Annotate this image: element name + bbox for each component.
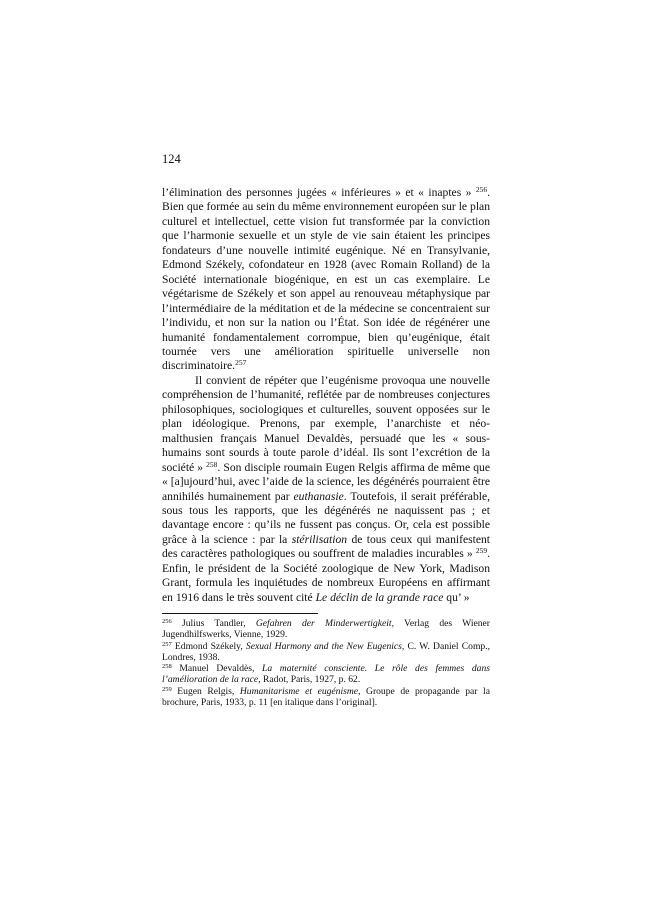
footnote-text: , Verlag des Wiener Jugendhilfswerks, Vienne, 1929. [162, 618, 491, 641]
footnote-text: , Radot, Paris, 1927, p. 62. [258, 674, 361, 686]
footnote-text: Eugen Relgis, [171, 685, 240, 697]
paragraph-text: l’élimination des personnes jugées « inférieures » et « inaptes » [162, 186, 476, 199]
footnotes [162, 618, 490, 708]
paragraph-1 [162, 186, 490, 374]
paragraph-2 [162, 374, 490, 605]
italic-text: Le déclin de la grande race [315, 590, 444, 604]
paragraph-text: qu’ » [443, 590, 470, 604]
italic-text: euthanasie [293, 489, 344, 503]
paragraph-text: . Bien que formée au sein du même environnement européen sur le plan culturel et intellectuel, cette vision fut transformée par la conviction que l’harmonie sexuelle et un style de vie sain étaient les principes fondateurs d’une nouvelle intimité eugénique. Né en Transylvanie, Edmond Székely, cofondateur en 1928 (avec Romain Rolland) de la Société internationale biogénique, en est un cas exemplaire. Le végétarisme de Székely et son appel au renouveau métaphysique par l’intermédiaire de la méditation et de la médecine se concentraient sur l’individu, et non sur la nation ou l’État. Son idée de régénérer une humanité fondamentalement corrompue, bien qu’eugénique, était tournée vers une amélioration spirituelle universelle non discriminatoire. [162, 186, 490, 373]
footnote-ref: 257 [235, 358, 247, 368]
paragraph-text: de tous ceux qui manifestent des caractères pathologiques ou souffrent de maladies incurables » [162, 532, 490, 561]
footnote-ref: 259 [475, 546, 488, 556]
footnote-256 [162, 618, 490, 641]
footnote-number: 256 [162, 618, 172, 625]
footnote-title: Gefahren der Minderwertigkeit [255, 618, 392, 629]
paragraph-text: . Toutefois, il serait préférable, sous tous les rapports, que les dégénérés ne naquissent pas ; et davantage encore : qu’ils ne fussent pas conçus. Or, cela est possible grâce à la science : par la [162, 489, 491, 546]
footnote-ref: 256 [475, 185, 488, 194]
footnote-text: Manuel Devaldès, [171, 663, 263, 675]
footnote-259 [162, 686, 490, 709]
body-text [162, 186, 490, 605]
paragraph-text: Il convient de répéter que l’eugénisme provoqua une nouvelle compréhension de l’humanité, reflétée par de nombreuses conjectures philosophiques, sociologiques et culturelles, souvent opposées sur le plan idéologique. Prenons, par exemple, l’anarchiste et néo-malthusien français Manuel Devaldès, persuadé que les « sous-humains sont sourds à toute parole d’idéal. Ils sont l’excrétion de la société » [162, 373, 490, 474]
footnote-text: Edmond Székely, [171, 640, 246, 652]
footnote-number: 257 [162, 640, 172, 648]
footnote-title: Humanitarisme et eugénisme [239, 685, 359, 697]
footnote-text: , C. W. Daniel Comp., Londres, 1938. [162, 640, 491, 663]
paragraph-text: . Enfin, le président de la Société zoologique de New York, Madison Grant, formula les inquiétudes de nombreux Européens en affirmant en 1916 dans le très souvent cité [162, 547, 490, 604]
page-number: 124 [162, 152, 181, 166]
footnote-title: Sexual Harmony and the New Eugenics [245, 640, 402, 652]
footnote-number: 258 [162, 663, 172, 671]
footnote-text: Julius Tandler, [171, 618, 256, 629]
paragraph-text: . Son disciple roumain Eugen Relgis affirma de même que « [a]ujourd’hui, avec l’aide de la science, les dégénérés pourraient être annihilés humainement par [162, 460, 490, 503]
footnote-258 [162, 663, 490, 686]
footnote-ref: 258 [206, 459, 218, 469]
footnote-number: 259 [162, 685, 172, 693]
italic-text: stérilisation [291, 532, 348, 546]
footnote-divider [162, 613, 318, 614]
footnote-257 [162, 641, 490, 664]
footnote-text: , Groupe de propagande par la brochure, Paris, 1933, p. 11 [en italique dans l’original]. [162, 685, 490, 709]
footnote-title: La maternité consciente. Le rôle des femmes dans l’amélioration de la race [162, 663, 490, 686]
